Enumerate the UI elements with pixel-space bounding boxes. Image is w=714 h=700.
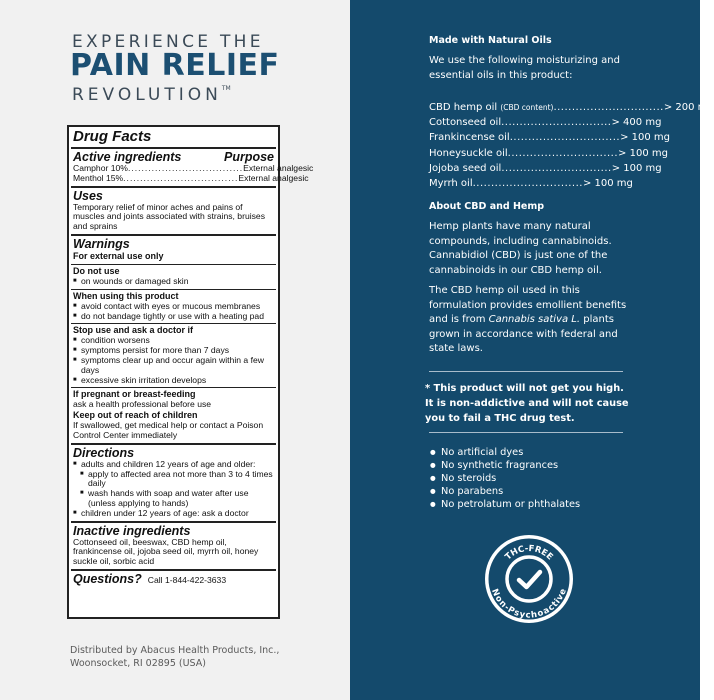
uses-heading: Uses (73, 188, 103, 203)
pregnant-section (71, 387, 276, 442)
stop-use-section (71, 323, 276, 387)
free-from-list (430, 446, 580, 511)
oil-row: Jojoba seed oil .............................. > 100 mg (429, 162, 662, 174)
when-using-section (71, 289, 276, 324)
active-row: Camphor 10% .................................. External analgesic (73, 163, 314, 173)
latin-name: Cannabis sativa L. (488, 314, 581, 325)
list-item: ● No artificial dyes (430, 446, 580, 459)
oil-row: CBD hemp oil (CBD content) .............................. > 200 mg (429, 102, 714, 113)
children-text: If swallowed, get medical help or contact a Poison Control Center immediately (73, 420, 264, 440)
questions-heading: Questions? (73, 571, 142, 586)
list-item: ● No synthetic fragrances (430, 459, 580, 472)
badge-bottom-text: Non-Psychoactive (489, 587, 569, 621)
purpose-heading: Purpose (223, 150, 274, 164)
active-ingredients-heading: Active ingredients (73, 150, 182, 164)
list-item: ■ condition worsens (73, 336, 274, 346)
pregnant-heading: If pregnant or breast-feeding (73, 389, 196, 400)
list-item: ■ children under 12 years of age: ask a doctor (73, 509, 274, 519)
list-item: ■ wash hands with soap and water after use (unless applying to hands) (80, 489, 274, 509)
when-using-heading: When using this product (73, 290, 179, 301)
badge-top-text: THC-FREE (503, 543, 555, 563)
uses-section (71, 186, 276, 234)
trademark: TM (221, 85, 231, 92)
oil-row: Myrrh oil .............................. > 100 mg (429, 178, 633, 190)
list-item: ● No petrolatum or phthalates (430, 498, 580, 511)
uses-text: Temporary relief of minor aches and pains of muscles and joints associated with strains, bruises and sprains (73, 201, 266, 232)
list-item: ■ excessive skin irritation develops (73, 376, 274, 386)
inactive-section (71, 521, 276, 569)
questions-section (71, 569, 276, 588)
directions-section (71, 443, 276, 521)
list-item: ■ apply to affected area not more than 3 to 4 times daily (80, 470, 274, 490)
do-not-use-section (71, 264, 276, 289)
left-panel (0, 0, 350, 700)
oil-row: Honeysuckle oil .............................. > 100 mg (429, 147, 668, 159)
about-paragraph-2: The CBD hemp oil used in this formulation provides emollient benefits and is from Cannabis sativa L. plants grown in accordance with federal and state laws. (429, 285, 627, 354)
divider (429, 432, 623, 433)
external-use-text: For external use only (73, 250, 164, 261)
drug-facts-title-section (71, 127, 276, 147)
oil-row: Cottonseed oil .............................. > 400 mg (429, 117, 662, 129)
divider (429, 371, 623, 372)
do-not-use-heading: Do not use (73, 265, 120, 276)
list-item: ● No steroids (430, 472, 580, 485)
active-ingredients-section (71, 147, 314, 186)
oil-row: Frankincense oil .............................. > 100 mg (429, 132, 671, 144)
list-item: ■ adults and children 12 years of age and older: (73, 460, 274, 470)
inactive-text: Cottonseed oil, beeswax, CBD hemp oil, frankincense oil, jojoba seed oil, myrrh oil, honey suckle oil, sorbic acid (73, 536, 259, 567)
warnings-heading: Warnings (73, 236, 130, 251)
about-heading: About CBD and Hemp (429, 201, 545, 212)
headline-main: PAIN RELIEF (70, 48, 280, 83)
oils-heading: Made with Natural Oils (429, 35, 552, 46)
thc-free-badge (484, 534, 574, 624)
pregnant-text: ask a health professional before use (73, 399, 212, 410)
directions-heading: Directions (73, 445, 135, 460)
oils-intro: We use the following moisturizing and essential oils in this product: (429, 55, 620, 81)
about-paragraph-1: Hemp plants have many natural compounds, including cannabinoids. Cannabidiol (CBD) is just one of the cannabinoids in our CBD hemp oil. (429, 221, 612, 276)
list-item: ■ do not bandage tightly or use with a heating pad (73, 312, 274, 322)
active-row: Menthol 15% .................................. External analgesic (73, 172, 309, 183)
right-panel (350, 0, 714, 700)
list-item: ● No parabens (430, 485, 580, 498)
headline-top: EXPERIENCE THE (72, 32, 264, 52)
stop-use-heading: Stop use and ask a doctor if (73, 325, 194, 336)
list-item: ■ avoid contact with eyes or mucous membranes (73, 302, 274, 312)
oils-list (429, 100, 714, 191)
list-item: ■ symptoms persist for more than 7 days (73, 346, 274, 356)
drug-facts-title: Drug Facts (73, 128, 152, 145)
children-heading: Keep out of reach of children (73, 410, 198, 421)
drug-facts-box (67, 125, 314, 619)
headline-bottom: REVOLUTION™ (72, 85, 231, 105)
list-item: ■ symptoms clear up and occur again within a few days (73, 356, 274, 376)
thc-note: * This product will not get you high. It is non-addictive and will not cause you to fail a THC drug test. (425, 383, 629, 424)
questions-phone: Call 1-844-422-3633 (147, 574, 227, 585)
list-item: ■ on wounds or damaged skin (73, 277, 274, 287)
warnings-section (71, 234, 276, 264)
inactive-heading: Inactive ingredients (73, 523, 191, 538)
distributor-text: Distributed by Abacus Health Products, Inc., Woonsocket, RI 02895 (USA) (70, 645, 280, 669)
